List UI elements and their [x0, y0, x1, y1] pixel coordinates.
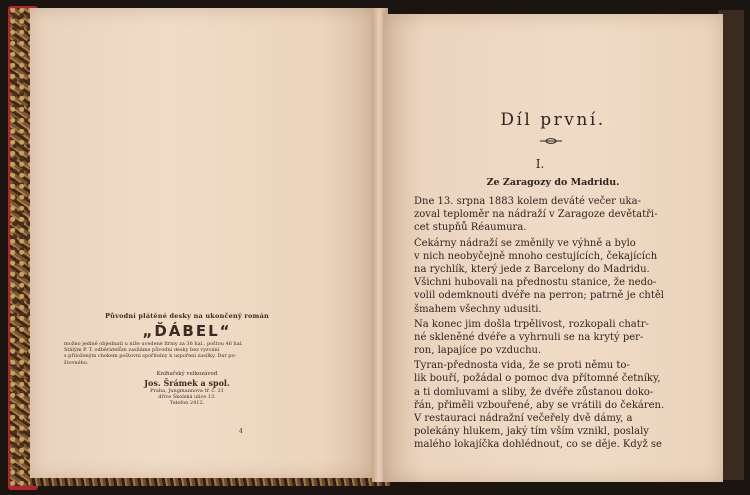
chapter-number: I.: [535, 157, 545, 171]
paragraph: [414, 195, 690, 235]
text-line: v nich neobyčejně mnoho cestujících, čekajících: [414, 250, 658, 262]
text-line: a ti domluvami a sliby, že dvéře zůstanou doko-: [414, 386, 654, 398]
left-page: [30, 8, 375, 478]
text-line: Tyran-přednosta vida, že se proti němu to-: [414, 360, 630, 372]
text-line: malého lokajíčka dohlédnout, co se děje. Když se: [414, 439, 662, 451]
notice-body: [64, 341, 310, 366]
text-line: polekány hlukem, jaký tím vším vznikl, poslaly: [414, 426, 649, 438]
text-line: Všichni hubovali na přednostu stanice, že nedo-: [414, 277, 657, 289]
part-title: Díl první.: [500, 110, 606, 130]
text-line: volil odemknouti dvéře na perron; patrně je chtěl: [414, 290, 665, 302]
text-line: Dne 13. srpna 1883 kolem deváté večer uka-: [414, 196, 641, 207]
publisher-label: Knihařský velkozávod: [156, 370, 218, 377]
address-line: Praha, Jungmannova tř. č. 21: [150, 387, 224, 394]
text-line: na rychlík, který jede z Barcelony do Madridu.: [414, 263, 650, 275]
address-line: dříve Školská ulice 13.: [158, 393, 216, 400]
paragraph: [414, 359, 690, 451]
text-line: Čekárny nádraží se změnily ve výhně a bylo: [414, 237, 636, 249]
publisher-address: [62, 388, 312, 406]
text-line: né skleněné dvéře a vyhrnuli se na krytý per-: [414, 331, 644, 343]
text-line: zoval teploměr na nádraží v Zaragoze devětatři-: [414, 209, 658, 221]
text-line: Na konec jim došla trpělivost, rozkopali chatr-: [414, 318, 649, 330]
address-line: Telefon 2412.: [169, 399, 205, 406]
paragraph: [414, 318, 690, 358]
publisher-name: Jos. Šrámek a spol.: [144, 377, 230, 388]
text-line: cet stupňů Réaumura.: [414, 222, 527, 234]
binding-notice: [62, 312, 312, 406]
chapter-body: [414, 195, 690, 452]
notice-line: s přiloženým chekem poštovní spořitelny k uspořeni zasilky. Dar po-: [64, 353, 237, 360]
page-number: 4: [239, 428, 243, 435]
notice-line: možno jedině objednati u níže uvedené firmy za 36 hal., poštou 46 hal.: [64, 341, 243, 347]
notice-line: štovného.: [64, 359, 89, 366]
notice-line: Stálým P. T. odběratelům zasíláme původní desky bez vyzvání: [64, 347, 220, 354]
ornament-divider: [540, 138, 562, 144]
notice-title: „ĎÁBEL“: [142, 322, 232, 340]
notice-heading: Původní plátěné desky na ukončený román: [105, 312, 269, 320]
paragraph: [414, 237, 690, 316]
text-line: V restauraci nádražní večeřely dvě dámy, a: [414, 413, 633, 424]
chapter-title: Ze Zaragozy do Madridu.: [486, 177, 620, 188]
text-line: ron, lapajíce po vzduchu.: [414, 345, 542, 357]
text-line: šmahem všechny udusiti.: [414, 303, 542, 315]
text-line: lik bouří, požádal o pomoc dva přítomné četníky,: [414, 373, 661, 385]
text-line: řán, přiměli vzbouřené, aby se vrátili do čekáren.: [414, 399, 665, 411]
